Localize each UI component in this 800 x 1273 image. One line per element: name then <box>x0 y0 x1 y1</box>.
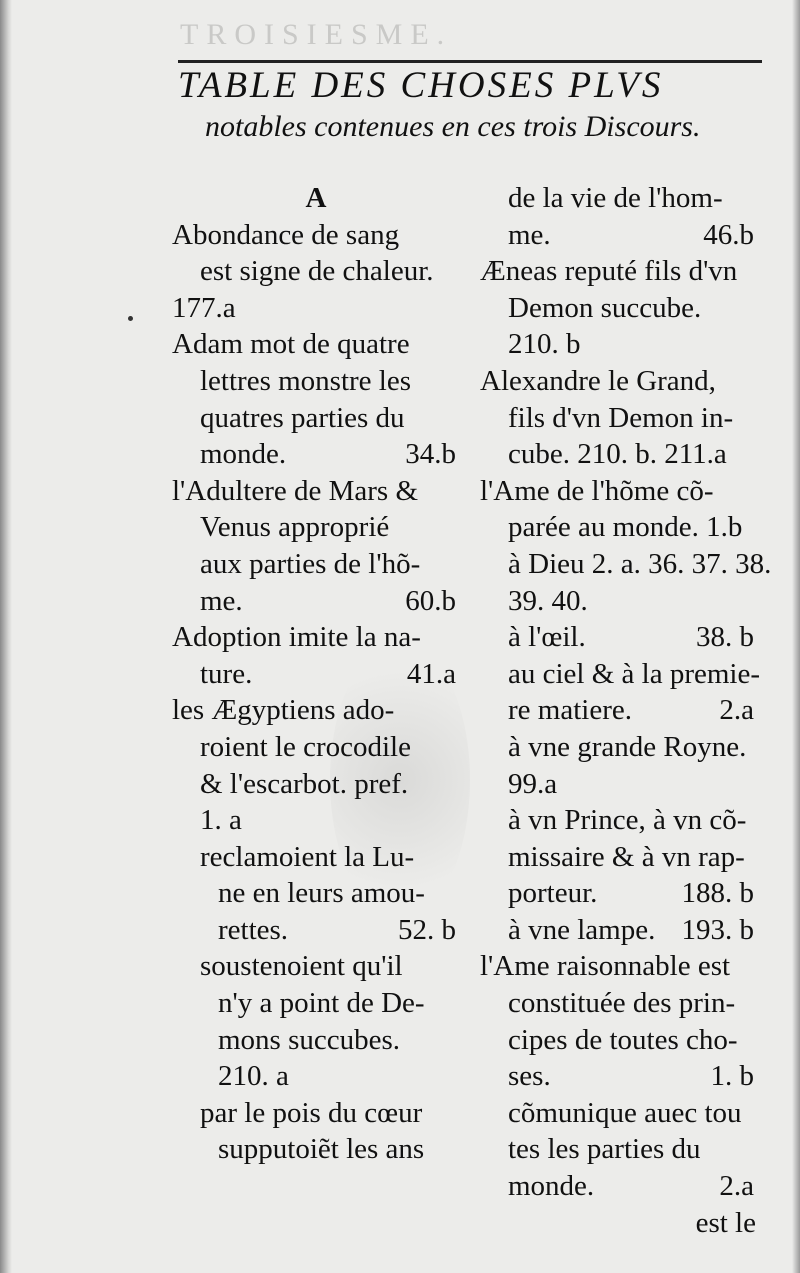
index-entry-line <box>172 1095 460 1132</box>
page-reference: 34.b <box>405 438 456 471</box>
page-reference: 46.b <box>703 218 754 251</box>
index-entry-line <box>172 692 460 729</box>
index-entry-line <box>172 656 460 693</box>
index-entry-line <box>172 1058 460 1095</box>
index-entry-line <box>480 948 758 985</box>
index-entry-line <box>480 985 758 1022</box>
entry-text: à vn Prince, à vn cõ- <box>508 804 747 837</box>
section-letter <box>172 180 460 217</box>
index-entry-line <box>172 948 460 985</box>
index-entry-line <box>172 473 460 510</box>
entry-text: ture. <box>200 657 253 690</box>
page-edge-shadow <box>792 0 800 1273</box>
index-entry-line <box>172 326 460 363</box>
index-entry-line <box>480 509 758 546</box>
index-entry-line <box>480 290 758 327</box>
page-reference: 2.a <box>719 694 754 727</box>
entry-text: est signe de chaleur. <box>200 255 434 288</box>
header-rule <box>178 60 762 63</box>
index-entry-line <box>480 875 758 912</box>
entry-text: soustenoient qu'il <box>200 950 403 983</box>
entry-text: n'y a point de De- <box>218 987 425 1020</box>
index-entry-line <box>480 1168 758 1205</box>
entry-text: re matiere. <box>508 694 632 727</box>
entry-text: Adam mot de quatre <box>172 328 410 361</box>
entry-text: reclamoient la Lu- <box>200 840 415 873</box>
index-entry-line <box>480 1022 758 1059</box>
entry-text: à l'œil. <box>508 621 586 654</box>
index-entry-line <box>172 546 460 583</box>
index-column-right <box>480 180 772 1241</box>
entry-text: fils d'vn Demon in- <box>508 401 734 434</box>
index-entry-line <box>480 583 758 620</box>
index-title: TABLE DES CHOSES PLVS <box>178 65 664 106</box>
index-entry-line <box>172 766 460 803</box>
index-subtitle: notables contenues en ces trois Discours. <box>205 110 701 143</box>
index-entry-line <box>480 656 761 693</box>
page-reference: 1. b <box>710 1060 754 1093</box>
entry-text: porteur. <box>508 877 598 910</box>
entry-text: cõmunique auec tou <box>508 1096 742 1129</box>
entry-text: Alexandre le Grand, <box>480 364 716 397</box>
entry-text: les Ægyptiens ado- <box>172 694 395 727</box>
index-entry-line <box>480 1131 758 1168</box>
entry-text: aux parties de l'hõ- <box>200 547 421 580</box>
index-entry-line <box>172 985 460 1022</box>
index-entry-line <box>480 363 758 400</box>
index-entry-line <box>172 363 460 400</box>
entry-text: monde. <box>200 438 287 471</box>
index-entry-line <box>480 473 758 510</box>
entry-text: me. <box>200 584 243 617</box>
entry-text: ne en leurs amou- <box>218 877 425 910</box>
index-entry-line <box>172 619 460 656</box>
index-entry-line <box>480 839 758 876</box>
entry-text: ses. <box>508 1060 551 1093</box>
index-entry-line <box>480 766 758 803</box>
index-entry-line <box>172 729 460 766</box>
index-entry-line <box>172 1131 460 1168</box>
entry-text: roient le crocodile <box>200 730 411 763</box>
index-entry-line <box>480 436 758 473</box>
index-entry-line <box>172 802 460 839</box>
catchword <box>480 1205 758 1242</box>
index-entry-line <box>480 1058 758 1095</box>
index-entry-line <box>172 839 460 876</box>
index-entry-line <box>172 436 460 473</box>
entry-text: supputoiẽt les ans <box>218 1133 425 1166</box>
entry-text: me. <box>508 218 551 251</box>
entry-text: Venus approprié <box>200 511 390 544</box>
entry-text: par le pois du cœur <box>200 1096 423 1129</box>
page-gutter-shadow <box>0 0 12 1273</box>
index-column-left <box>172 180 460 1168</box>
entry-text: au ciel & à la premie- <box>508 657 761 690</box>
entry-text: lettres monstre les <box>200 364 412 397</box>
entry-text: A <box>305 182 327 214</box>
entry-text: quatres parties du <box>200 401 405 434</box>
entry-text: 99.a <box>508 767 558 800</box>
index-entry-line <box>172 912 460 949</box>
entry-text: rettes. <box>218 913 289 946</box>
entry-text: Æneas reputé fils d'vn <box>480 255 738 288</box>
index-entry-line <box>172 875 460 912</box>
entry-text: constituée des prin- <box>508 987 736 1020</box>
entry-text: l'Adultere de Mars & <box>172 474 419 507</box>
index-entry-line <box>480 619 758 656</box>
index-entry-line <box>480 912 758 949</box>
index-entry-line <box>480 253 758 290</box>
page-reference: 60.b <box>405 584 456 617</box>
entry-text: 210. a <box>218 1060 289 1093</box>
entry-text: cipes de toutes cho- <box>508 1023 738 1056</box>
page-reference: 2.a <box>719 1170 754 1203</box>
entry-text: & l'escarbot. pref. <box>200 767 409 800</box>
index-entry-line <box>480 729 758 766</box>
index-entry-line <box>480 692 758 729</box>
index-entry-line <box>172 290 460 327</box>
index-entry-line <box>480 400 758 437</box>
entry-text: monde. <box>508 1170 595 1203</box>
index-entry-line <box>172 1022 460 1059</box>
entry-text: Adoption imite la na- <box>172 621 421 654</box>
index-entry-line <box>480 217 758 254</box>
entry-text: Abondance de sang <box>172 218 400 251</box>
entry-text: mons succubes. <box>218 1023 401 1056</box>
index-entry-line <box>480 1095 758 1132</box>
index-entry-line <box>172 400 460 437</box>
index-entry-line <box>480 546 772 583</box>
index-entry-line <box>172 217 460 254</box>
page-reference: 52. b <box>398 913 456 946</box>
page-reference: 38. b <box>696 621 754 654</box>
entry-text: tes les parties du <box>508 1133 701 1166</box>
entry-text: cube. 210. b. 211.a <box>508 438 727 471</box>
page-reference: 193. b <box>681 913 754 946</box>
running-head-bleedthrough: TROISIESME. <box>180 18 453 51</box>
entry-text: l'Ame raisonnable est <box>480 950 731 983</box>
page-reference: 188. b <box>681 877 754 910</box>
entry-text: 1. a <box>200 804 242 837</box>
entry-text: à Dieu 2. a. 36. 37. 38. <box>508 547 772 580</box>
index-entry-line <box>480 326 758 363</box>
entry-text: de la vie de l'hom- <box>508 182 723 214</box>
margin-mark <box>128 316 133 321</box>
entry-text: l'Ame de l'hõme cõ- <box>480 474 714 507</box>
entry-text: parée au monde. 1.b <box>508 511 743 544</box>
entry-text: à vne grande Royne. <box>508 730 747 763</box>
index-entry-line <box>480 802 758 839</box>
index-entry-line <box>172 253 460 290</box>
page-reference: 41.a <box>406 657 456 690</box>
entry-text: est le <box>695 1206 756 1239</box>
index-entry-line <box>480 180 758 217</box>
entry-text: à vne lampe. <box>508 913 656 946</box>
entry-text: 177.a <box>172 291 236 324</box>
entry-text: Demon succube. <box>508 291 702 324</box>
entry-text: missaire & à vn rap- <box>508 840 745 873</box>
entry-text: 39. 40. <box>508 584 588 617</box>
entry-text: 210. b <box>508 328 581 361</box>
index-entry-line <box>172 509 460 546</box>
index-entry-line <box>172 583 460 620</box>
